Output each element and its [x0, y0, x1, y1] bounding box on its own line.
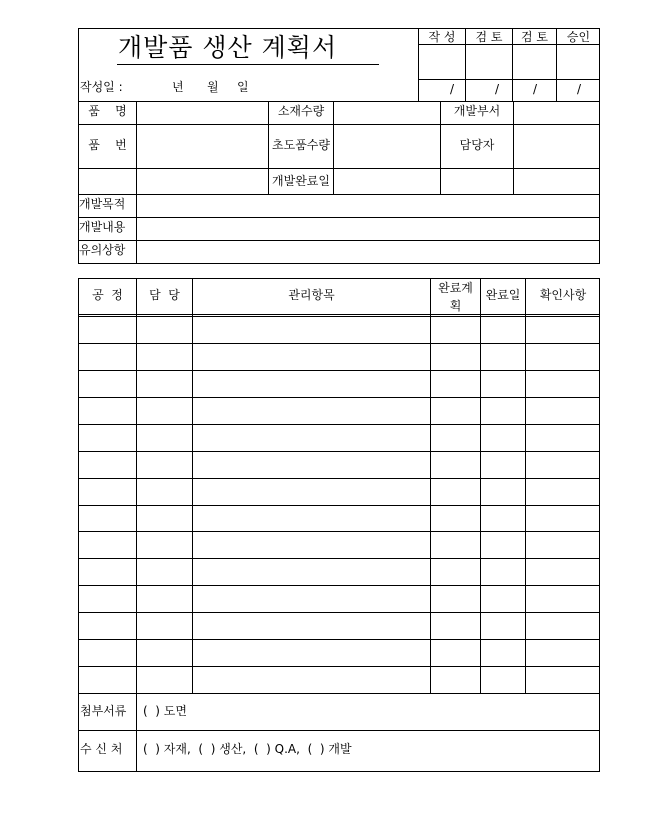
label-notes: 유의상항	[79, 243, 126, 257]
title-underline	[117, 64, 379, 65]
table-row-line	[78, 585, 600, 586]
info-row-line	[78, 217, 600, 218]
footer-col-line	[136, 693, 137, 772]
date-year: 년	[172, 80, 184, 94]
col-header-owner: 담 당	[149, 288, 180, 302]
table-row-line	[78, 343, 600, 344]
col-header-plan: 완료계	[438, 281, 473, 295]
date-day: 일	[237, 80, 249, 94]
document-title: 개발품 생산 계획서	[118, 33, 338, 62]
approval-date-mark: /	[449, 82, 455, 96]
table-row-line	[78, 612, 600, 613]
recipients-label: 수 신 처	[80, 742, 123, 756]
label-material-qty: 소재수량	[277, 104, 325, 118]
date-month: 월	[207, 80, 219, 94]
table-row-line	[78, 505, 600, 506]
table-row-line	[78, 451, 600, 452]
attachments-value: ( ) 도면	[143, 704, 187, 718]
process-col-line	[480, 278, 481, 694]
info-row-line	[78, 240, 600, 241]
info-col-line	[136, 101, 137, 264]
process-col-line	[136, 278, 137, 694]
label-product-no: 품 번	[88, 138, 127, 152]
process-col-line	[430, 278, 431, 694]
label-dev-complete-date: 개발완료일	[272, 174, 330, 188]
approval-date-mark: /	[532, 82, 538, 96]
recipients-value: ( ) 자재, ( ) 생산, ( ) Q.A, ( ) 개발	[143, 742, 352, 756]
date-label: 작성일 :	[80, 80, 123, 94]
process-header-line	[78, 316, 600, 317]
table-row-line	[78, 666, 600, 667]
approval-header-line	[418, 44, 600, 45]
footer-row-line	[78, 730, 600, 731]
label-purpose: 개발목적	[79, 197, 126, 211]
attachments-label: 첨부서류	[80, 704, 127, 718]
info-row-line	[78, 124, 600, 125]
info-row-line	[78, 194, 600, 195]
info-col-line	[513, 101, 514, 194]
approval-header-author: 작 성	[428, 30, 456, 44]
table-row-line	[78, 478, 600, 479]
label-product-name: 품 명	[88, 104, 127, 118]
process-col-line	[192, 278, 193, 694]
label-content: 개발내용	[79, 220, 126, 234]
table-row-line	[78, 531, 600, 532]
label-initial-qty: 초도품수량	[272, 138, 330, 152]
col-header-confirm: 확인사항	[539, 288, 587, 302]
col-header-plan-cont: 획	[449, 299, 462, 313]
table-row-line	[78, 424, 600, 425]
process-header-line	[78, 314, 600, 315]
approval-date-line	[418, 79, 600, 80]
table-row-line	[78, 558, 600, 559]
label-dev-dept: 개발부서	[453, 104, 501, 118]
process-table-frame	[78, 278, 600, 694]
info-row-line	[78, 168, 600, 169]
approval-header-approve: 승인	[566, 30, 591, 44]
table-row-line	[78, 639, 600, 640]
table-row-line	[78, 397, 600, 398]
col-header-process: 공 정	[92, 288, 123, 302]
table-row-line	[78, 370, 600, 371]
approval-header-review1: 검 토	[475, 30, 503, 44]
info-col-line	[333, 101, 334, 194]
approval-header-review2: 검 토	[521, 30, 548, 44]
col-header-done-date: 완료일	[485, 288, 521, 302]
approval-date-mark: /	[494, 82, 500, 96]
col-header-item: 관리항목	[288, 288, 335, 302]
label-manager: 담당자	[459, 138, 495, 152]
process-col-line	[525, 278, 526, 694]
approval-date-mark: /	[576, 82, 582, 96]
